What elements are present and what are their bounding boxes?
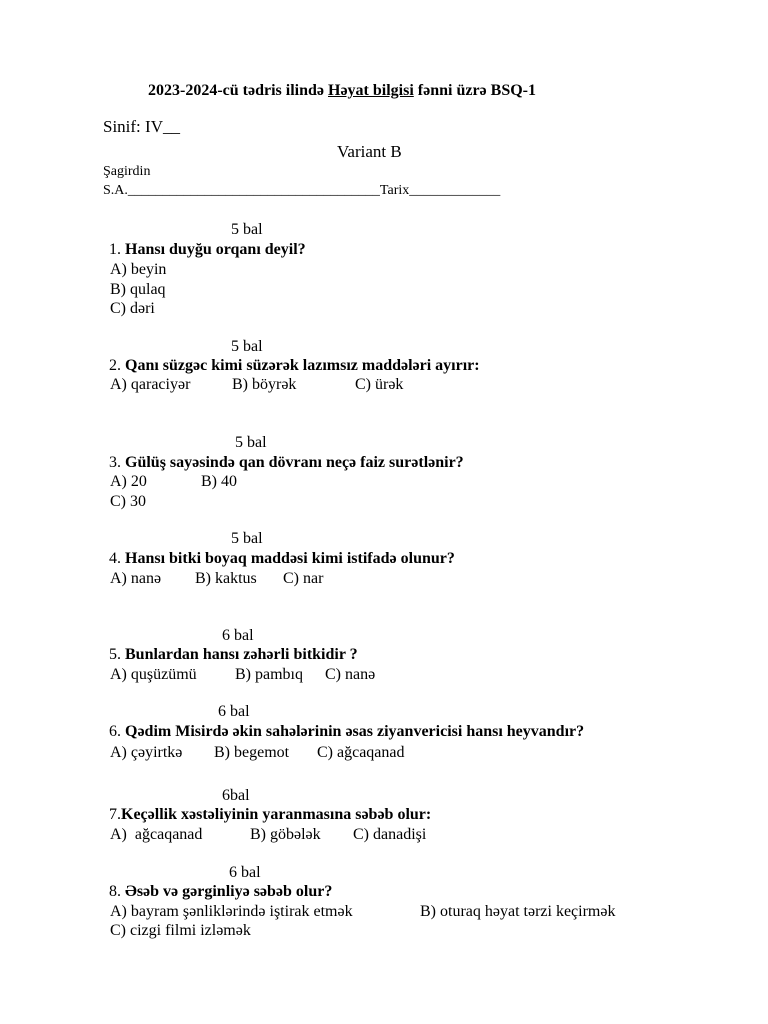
q1-option-b: B) qulaq xyxy=(110,281,166,298)
q1-points: 5 bal xyxy=(231,221,263,238)
q2-option-c: C) ürək xyxy=(355,376,404,393)
q8-option-a: A) bayram şənliklərində iştirak etmək xyxy=(110,903,353,920)
q3-text xyxy=(109,454,464,472)
q4-number: 4. xyxy=(109,550,125,567)
variant-label: Variant B xyxy=(337,142,402,161)
page-title xyxy=(148,82,536,100)
q7-option-c: C) danadişi xyxy=(353,826,427,843)
name-date-line xyxy=(103,183,500,199)
q7-option-b: B) göbələk xyxy=(250,826,321,843)
q7-option-a: A) ağcaqanad xyxy=(110,826,203,843)
q5-points: 6 bal xyxy=(222,627,254,644)
title-suffix: fənni üzrə BSQ-1 xyxy=(413,82,536,99)
q4-question: Hansı bitki boyaq maddəsi kimi istifadə olunur? xyxy=(125,550,455,567)
q3-option-c: C) 30 xyxy=(110,493,146,510)
q1-question: Hansı duyğu orqanı deyil? xyxy=(125,241,306,258)
q6-question: Qədim Misirdə əkin sahələrinin əsas ziyanvericisi hansı heyvandır? xyxy=(125,723,585,740)
q8-text xyxy=(109,883,332,901)
q5-text xyxy=(109,646,358,664)
q5-option-b: B) pambıq xyxy=(235,666,303,683)
q7-number: 7. xyxy=(109,806,121,823)
q8-points: 6 bal xyxy=(229,864,261,881)
q8-number: 8. xyxy=(109,883,125,900)
q2-option-b: B) böyrək xyxy=(232,376,297,393)
date-field-line: Tarix_____________ xyxy=(379,183,501,198)
q6-option-a: A) çəyirtkə xyxy=(110,744,183,761)
q6-points: 6 bal xyxy=(218,703,250,720)
q2-text xyxy=(109,357,480,375)
q2-points: 5 bal xyxy=(231,338,263,355)
q3-question: Gülüş sayəsində qan dövranı neçə faiz surətlənir? xyxy=(125,454,464,471)
q6-option-b: B) begemot xyxy=(214,744,290,761)
q4-option-b: B) kaktus xyxy=(195,570,257,587)
q3-option-a: A) 20 xyxy=(110,473,147,490)
q3-number: 3. xyxy=(109,454,125,471)
q5-number: 5. xyxy=(109,646,125,663)
q4-points: 5 bal xyxy=(231,530,263,547)
q4-option-c: C) nar xyxy=(283,570,324,587)
q1-number: 1. xyxy=(109,241,125,258)
q3-points: 5 bal xyxy=(235,434,267,451)
q8-option-c: C) cizgi filmi izləmək xyxy=(110,922,251,939)
q8-question: Əsəb və gərginliyə səbəb olur? xyxy=(125,883,333,900)
q2-question: Qanı süzgəc kimi süzərək lazımsız maddələri ayırır: xyxy=(125,357,480,374)
class-line: Sinif: IV__ xyxy=(103,117,180,136)
q5-option-a: A) quşüzümü xyxy=(110,666,197,683)
q2-number: 2. xyxy=(109,357,125,374)
q4-text xyxy=(109,550,455,568)
student-label: Şagirdin xyxy=(103,164,151,179)
q7-question: Keçəllik xəstəliyinin yaranmasına səbəb olur: xyxy=(121,806,432,823)
q6-text xyxy=(109,723,584,741)
q8-option-b: B) oturaq həyat tərzi keçirmək xyxy=(420,903,616,920)
name-field-line: S.A.____________________________________ xyxy=(103,183,380,198)
title-subject: Həyat bilgisi xyxy=(328,82,414,99)
q4-option-a: A) nanə xyxy=(110,570,162,587)
q7-points: 6bal xyxy=(222,787,250,804)
q6-option-c: C) ağcaqanad xyxy=(317,744,405,761)
q5-question: Bunlardan hansı zəhərli bitkidir ? xyxy=(125,646,358,663)
q5-option-c: C) nanə xyxy=(325,666,376,683)
q1-option-a: A) beyin xyxy=(110,261,167,278)
title-prefix: 2023-2024-cü tədris ilində xyxy=(148,82,328,99)
q7-text xyxy=(109,806,431,824)
q6-number: 6. xyxy=(109,723,125,740)
q3-option-b: B) 40 xyxy=(201,473,237,490)
q1-text xyxy=(109,241,306,259)
q2-option-a: A) qaraciyər xyxy=(110,376,191,393)
q1-option-c: C) dəri xyxy=(110,300,155,317)
